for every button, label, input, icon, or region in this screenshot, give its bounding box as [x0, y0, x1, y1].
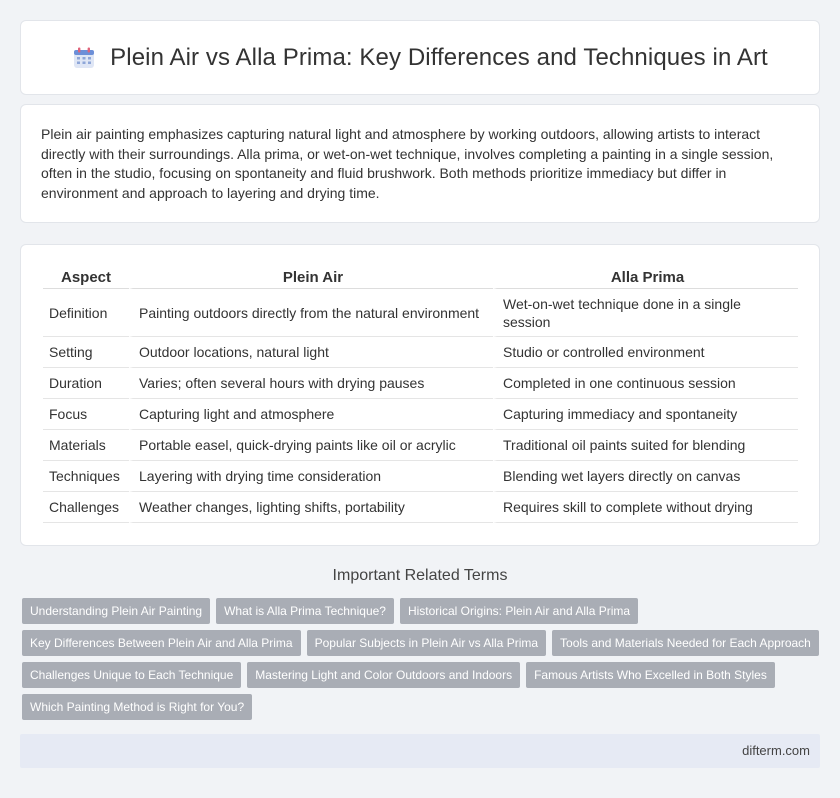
comparison-table-card [20, 244, 820, 546]
related-terms-list [22, 598, 822, 720]
related-term-tag[interactable]: Understanding Plein Air Painting [22, 598, 210, 624]
aspect-cell: Definition [43, 289, 129, 337]
plein-air-cell: Weather changes, lighting shifts, portability [129, 492, 493, 523]
aspect-cell: Focus [43, 399, 129, 430]
related-term-tag[interactable]: Popular Subjects in Plein Air vs Alla Prima [307, 630, 546, 656]
alla-prima-cell: Studio or controlled environment [493, 337, 798, 368]
alla-prima-cell: Blending wet layers directly on canvas [493, 461, 798, 492]
plein-air-cell: Portable easel, quick-drying paints like oil or acrylic [129, 430, 493, 461]
table-row [43, 492, 798, 523]
aspect-cell: Duration [43, 368, 129, 399]
plein-air-cell: Varies; often several hours with drying pauses [129, 368, 493, 399]
plein-air-cell: Capturing light and atmosphere [129, 399, 493, 430]
alla-prima-cell: Capturing immediacy and spontaneity [493, 399, 798, 430]
intro-paragraph: Plein air painting emphasizes capturing natural light and atmosphere by working outdoors, allowing artists to interact directly with their surroundings. Alla prima, or wet-on-wet technique, involves completing a painting in a single session, often in the studio, focusing on spontaneity and fluid brushwork. Both methods prioritize immediacy but differ in environment and approach to layering and drying time. [41, 126, 774, 201]
aspect-cell: Challenges [43, 492, 129, 523]
table-header-row [43, 266, 798, 289]
related-term-tag[interactable]: Historical Origins: Plein Air and Alla Prima [400, 598, 638, 624]
table-row [43, 430, 798, 461]
table-row [43, 289, 798, 337]
title-wrap [72, 44, 768, 72]
alla-prima-cell: Requires skill to complete without drying [493, 492, 798, 523]
table-row [43, 368, 798, 399]
related-term-tag[interactable]: Challenges Unique to Each Technique [22, 662, 241, 688]
footer-site-link[interactable]: difterm.com [742, 743, 810, 758]
related-term-tag[interactable]: Key Differences Between Plein Air and Alla Prima [22, 630, 301, 656]
alla-prima-cell: Wet-on-wet technique done in a single session [493, 289, 798, 337]
alla-prima-cell: Completed in one continuous session [493, 368, 798, 399]
related-term-tag[interactable]: What is Alla Prima Technique? [216, 598, 394, 624]
header-aspect: Aspect [43, 266, 129, 289]
table-row [43, 337, 798, 368]
related-term-tag[interactable]: Tools and Materials Needed for Each Approach [552, 630, 819, 656]
footer [20, 734, 820, 768]
alla-prima-cell: Traditional oil paints suited for blending [493, 430, 798, 461]
related-term-tag[interactable]: Which Painting Method is Right for You? [22, 694, 252, 720]
table-row [43, 461, 798, 492]
aspect-cell: Materials [43, 430, 129, 461]
intro-card [20, 104, 820, 223]
aspect-cell: Setting [43, 337, 129, 368]
header-alla-prima: Alla Prima [493, 266, 798, 289]
plein-air-cell: Outdoor locations, natural light [129, 337, 493, 368]
header-plein-air: Plein Air [129, 266, 493, 289]
table-row [43, 399, 798, 430]
related-term-tag[interactable]: Famous Artists Who Excelled in Both Styles [526, 662, 775, 688]
plein-air-cell: Painting outdoors directly from the natural environment [129, 289, 493, 337]
aspect-cell: Techniques [43, 461, 129, 492]
comparison-table [43, 266, 798, 523]
plein-air-cell: Layering with drying time consideration [129, 461, 493, 492]
related-term-tag[interactable]: Mastering Light and Color Outdoors and Indoors [247, 662, 520, 688]
calendar-icon [72, 46, 96, 70]
header-card [20, 20, 820, 95]
related-terms-title: Important Related Terms [332, 567, 508, 584]
page-title: Plein Air vs Alla Prima: Key Differences and Techniques in Art [110, 43, 768, 71]
